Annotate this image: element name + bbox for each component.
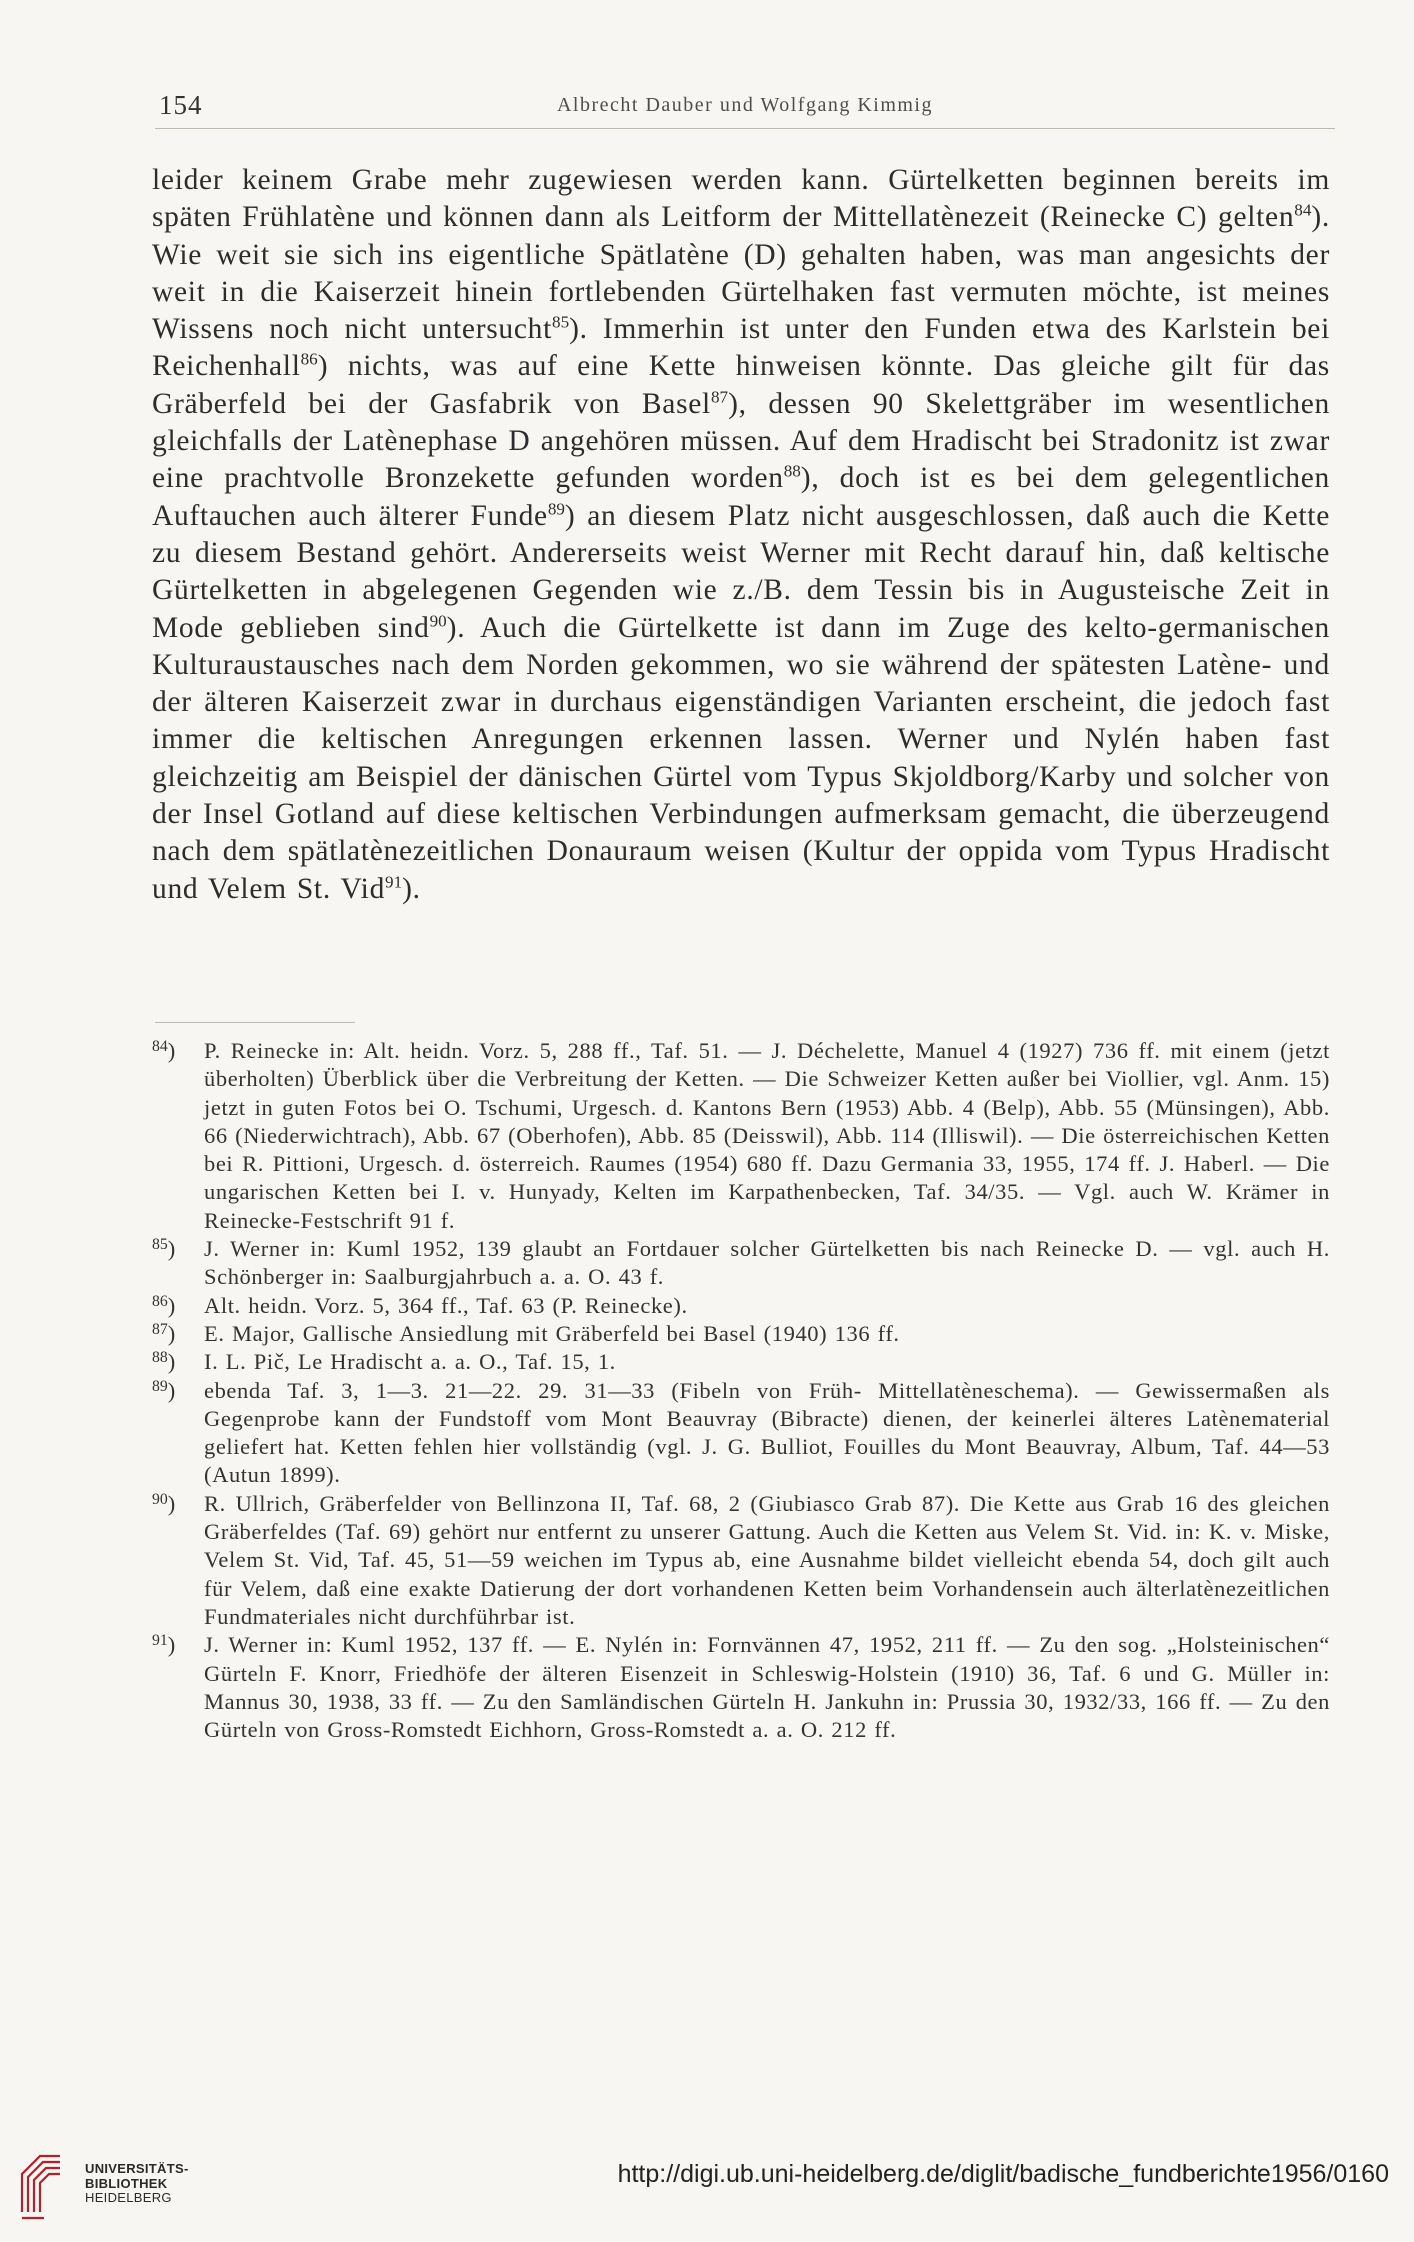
footnote-text: Alt. heidn. Vorz. 5, 364 ff., Taf. 63 (P. Reinecke). [204,1292,688,1318]
footnote-text: ebenda Taf. 3, 1—3. 21—22. 29. 31—33 (Fibeln von Früh- Mittellatèneschema). — Gewissermaßen als Gegenprobe kann der Fundstoff vom Mont Beauvray (Bibracte) dienen, der keinerlei älteres Latènematerial geliefert hat. Ketten fehlen hier vollständig (vgl. J. G. Bulliot, Fouilles du Mont Beauvray, Album, Taf. 44—53 (Autun 1899). [204,1377,1330,1488]
footnote-text: J. Werner in: Kuml 1952, 139 glaubt an Fortdauer solcher Gürtelketten bis nach Reinecke D. — vgl. auch H. Schönberger in: Saalburgjahrbuch a. a. O. 43 f. [204,1236,1330,1290]
footnote-text: P. Reinecke in: Alt. heidn. Vorz. 5, 288 ff., Taf. 51. — J. Déchelette, Manuel 4 (1927) 736 ff. mit einem (jetzt überholten) Überblick über die Verbreitung der Ketten. — Die Schweizer Ketten außer bei Viollier, vgl. Anm. 15) jetzt in guten Fotos bei O. Tschumi, Urgesch. d. Kantons Bern (1953) Abb. 4 (Belp), Abb. 55 (Münsingen), Abb. 66 (Niederwichtrach), Abb. 67 (Oberhofen), Abb. 85 (Deisswil), Abb. 114 (Illiswil). — Die österreichischen Ketten bei R. Pittioni, Urgesch. d. österreich. Raumes (1954) 680 ff. Dazu Germania 33, 1955, 174 ff. J. Haberl. — Die ungarischen Ketten bei I. v. Hunyady, Kelten im Karpathenbecken, Taf. 34/35. — Vgl. auch W. Krämer in Reinecke-Festschrift 91 f. [204,1038,1330,1233]
footnote-ref-87[interactable]: 87 [710,387,729,407]
footnote-84: $^{84}$) P. Reinecke in: Alt. heidn. Vorz. 5, 288 ff., Taf. 51. — J. Déchelette, Manuel 4 (1927) 736 ff. mit einem (jetzt überholten) Überblick über die Verbreitung der Ketten. — Die Schweizer Ketten außer bei Viollier, vgl. Anm. 15) jetzt in guten Fotos bei O. Tschumi, Urgesch. d. Kantons Bern (1953) Abb. 4 (Belp), Abb. 55 (Münsingen), Abb. 66 (Niederwichtrach), Abb. 67 (Oberhofen), Abb. 85 (Deisswil), Abb. 114 (Illiswil). — Die österreichischen Ketten bei R. Pittioni, Urgesch. d. österreich. Raumes (1954) 680 ff. Dazu Germania 33, 1955, 174 ff. J. Haberl. — Die ungarischen Ketten bei I. v. Hunyady, Kelten im Karpathenbecken, Taf. 34/35. — Vgl. auch W. Krämer in Reinecke-Festschrift 91 f. [152,1037,1330,1233]
footnote-88: $^{88}$) I. L. Pič, Le Hradischt a. a. O., Taf. 15, 1. [152,1349,616,1375]
page-header [155,88,1335,129]
ub-heidelberg-logo-icon [18,2152,78,2220]
footnote-ref-86[interactable]: 86 [300,349,318,369]
permalink-url[interactable]: http://digi.ub.uni-heidelberg.de/diglit/badische_fundberichte1956/0160 [617,2160,1389,2188]
footnote-ref-85[interactable]: 85 [552,312,570,332]
footnote-ref-91[interactable]: 91 [385,872,403,892]
footnote-text: R. Ullrich, Gräberfelder von Bellinzona II, Taf. 68, 2 (Giubiasco Grab 87). Die Kette aus Grab 16 des gleichen Gräberfeldes (Taf. 69) gehört nur entfernt zu unserer Gattung. Auch die Ketten aus Velem St. Vid. in: K. v. Miske, Velem St. Vid, Taf. 45, 51—59 weichen im Typus ab, eine Ausnahme bildet vielleicht ebenda 54, doch gilt auch für Velem, daß eine exakte Datierung der dort vorhandenen Ketten beim Vorhandensein auch älterlatènezeitlichen Fundmateriales nicht durchführbar ist. [204,1490,1330,1629]
body-paragraph: leider keinem Grabe mehr zugewiesen werden kann. Gürtelketten beginnen bereits im späten Frühlatène und können dann als Leitform der Mittellatènezeit (Reinecke C) gelten$^{84}$). Wie weit sie sich ins eigentliche Spätlatène (D) gehalten haben, was man angesichts der weit in die Kaiserzeit hinein fortlebenden Gürtelhaken fast vermuten möchte, ist meines Wissens noch nicht untersucht$^{85}$). Immerhin ist unter den Funden etwa des Karlstein bei Reichenhall$^{86}$) nichts, was auf eine Kette hinweisen könnte. Das gleiche gilt für das Gräberfeld bei der Gasfabrik von Basel$^{87}$), dessen 90 Skelettgräber im wesentlichen gleichfalls der Latènephase D angehören müssen. Auf dem Hradischt bei Stradonitz ist zwar eine prachtvolle Bronzekette gefunden worden$^{88}$), doch ist es bei dem gelegentlichen Auftauchen auch älterer Funde$^{89}$) an diesem Platz nicht ausgeschlossen, daß auch die Kette zu diesem Bestand gehört. Andererseits weist Werner mit Recht darauf hin, daß keltische Gürtelketten in abgelegenen Gegenden wie z./B. dem Tessin bis in Augusteische Zeit in Mode geblieben sind$^{90}$). Auch die Gürtelkette ist dann im Zuge des kelto-germanischen Kulturaustausches nach dem Norden gekommen, wo sie während der spätesten Latène- und der älteren Kaiserzeit zwar in durchaus eigenständigen Varianten erscheint, die jedoch fast immer die keltischen Anregungen erkennen lassen. Werner und Nylén haben fast gleichzeitig am Beispiel der dänischen Gürtel vom Typus Skjoldborg/Karby und solcher von der Insel Gotland auf diese keltischen Verbindungen aufmerksam gemacht, die überzeugend nach dem spätlatènezeitlichen Donauraum weisen (Kultur der oppida vom Typus Hradischt und Velem St. Vid$^{91}$). [152,164,1330,905]
footnote-ref-88[interactable]: 88 [783,461,801,481]
page-footer [0,2142,1414,2242]
footnote-text: E. Major, Gallische Ansiedlung mit Gräberfeld bei Basel (1940) 136 ff. [204,1320,900,1346]
footnote-text: I. L. Pič, Le Hradischt a. a. O., Taf. 15, 1. [204,1349,616,1375]
footnote-86: $^{86}$) Alt. heidn. Vorz. 5, 364 ff., Taf. 63 (P. Reinecke). [152,1292,688,1318]
footnote-divider [155,1022,355,1023]
footnote-87: $^{87}$) E. Major, Gallische Ansiedlung mit Gräberfeld bei Basel (1940) 136 ff. [152,1320,900,1346]
running-head: Albrecht Dauber und Wolfgang Kimmig [556,94,933,116]
footnote-text: J. Werner in: Kuml 1952, 137 ff. — E. Nylén in: Fornvännen 47, 1952, 211 ff. — Zu den sog. „Holsteinischen“ Gürteln F. Knorr, Friedhöfe der älteren Eisenzeit in Schleswig-Holstein (1910) 36, Taf. 6 und G. Müller in: Mannus 30, 1938, 33 ff. — Zu den Samländischen Gürteln H. Jankuhn in: Prussia 30, 1932/33, 166 ff. — Zu den Gürteln von Gross-Romstedt Eichhorn, Gross-Romstedt a. a. O. 212 ff. [204,1632,1330,1743]
body-text [152,162,1330,908]
page-number: 154 [159,90,203,120]
footnote-91: $^{91}$) J. Werner in: Kuml 1952, 137 ff. — E. Nylén in: Fornvännen 47, 1952, 211 ff. — Zu den sog. „Holsteinischen“ Gürteln F. Knorr, Friedhöfe der älteren Eisenzeit in Schleswig-Holstein (1910) 36, Taf. 6 und G. Müller in: Mannus 30, 1938, 33 ff. — Zu den Samländischen Gürteln H. Jankuhn in: Prussia 30, 1932/33, 166 ff. — Zu den Gürteln von Gross-Romstedt Eichhorn, Gross-Romstedt a. a. O. 212 ff. [152,1632,1330,1743]
footnote-90: $^{90}$) R. Ullrich, Gräberfelder von Bellinzona II, Taf. 68, 2 (Giubiasco Grab 87). Die Kette aus Grab 16 des gleichen Gräberfeldes (Taf. 69) gehört nur entfernt zu unserer Gattung. Auch die Ketten aus Velem St. Vid. in: K. v. Miske, Velem St. Vid, Taf. 45, 51—59 weichen im Typus ab, eine Ausnahme bildet vielleicht ebenda 54, doch gilt auch für Velem, daß eine exakte Datierung der dort vorhandenen Ketten beim Vorhandensein auch älterlatènezeitlichen Fundmateriales nicht durchführbar ist. [152,1490,1330,1629]
library-name: UNIVERSITÄTS- BIBLIOTHEK HEIDELBERG [85,2161,189,2205]
footnote-ref-90[interactable]: 90 [429,610,447,630]
footnote-ref-84[interactable]: 84 [1294,200,1312,220]
footnote-ref-89[interactable]: 89 [547,499,565,519]
footnotes [152,1037,1330,1744]
footnote-89: $^{89}$) ebenda Taf. 3, 1—3. 21—22. 29. 31—33 (Fibeln von Früh- Mittellatèneschema). — Gewissermaßen als Gegenprobe kann der Fundstoff vom Mont Beauvray (Bibracte) dienen, der keinerlei älteres Latènematerial geliefert hat. Ketten fehlen hier vollständig (vgl. J. G. Bulliot, Fouilles du Mont Beauvray, Album, Taf. 44—53 (Autun 1899). [152,1377,1330,1488]
footnote-85: $^{85}$) J. Werner in: Kuml 1952, 139 glaubt an Fortdauer solcher Gürtelketten bis nach Reinecke D. — vgl. auch H. Schönberger in: Saalburgjahrbuch a. a. O. 43 f. [152,1236,1330,1290]
